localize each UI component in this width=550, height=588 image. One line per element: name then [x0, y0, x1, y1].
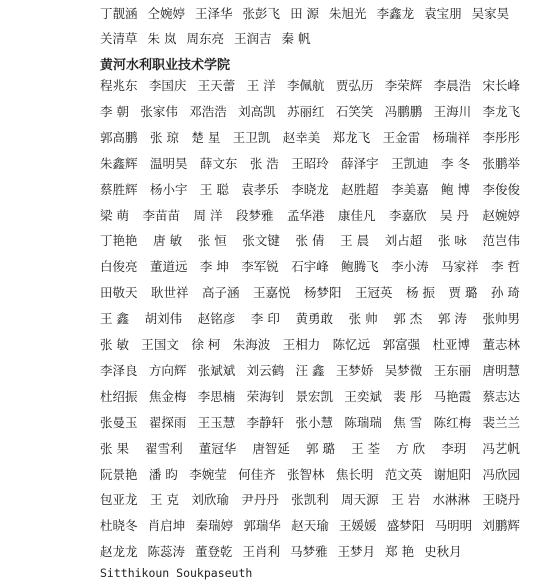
name-entry: 范岂伟 — [482, 233, 520, 249]
name-entry: 阮景艳 — [100, 466, 138, 482]
name-entry: 鲍腾飞 — [341, 259, 379, 275]
name-entry: 赵婉婷 — [482, 207, 520, 223]
name-entry: 刘鹏辉 — [482, 518, 520, 534]
name-entry: 王晓丹 — [482, 492, 520, 508]
name-entry: 李俊俊 — [482, 181, 520, 197]
name-entry: 张小慧 — [295, 414, 334, 430]
name-entry: 邓浩浩 — [189, 103, 227, 119]
name-entry: 李泽良 — [100, 362, 138, 378]
name-entry: 关清草 — [100, 31, 138, 46]
name-row — [100, 150, 520, 176]
name-entry: 朱鑫辉 — [100, 155, 138, 171]
name-entry: 孟华港 — [286, 207, 325, 223]
name-entry: 薛文东 — [199, 155, 238, 171]
name-entry: 张彭飞 — [242, 6, 281, 21]
name-entry: 吴梦微 — [384, 362, 423, 378]
name-row — [100, 461, 520, 487]
name-row — [100, 383, 520, 409]
name-entry: 冯欣园 — [482, 466, 520, 482]
name-entry: 李晨浩 — [433, 78, 472, 93]
name-entry: 李 印 — [250, 311, 280, 327]
name-entry: 杜绍振 — [100, 388, 138, 404]
name-entry: 康佳凡 — [337, 207, 376, 223]
name-entry: 王 晨 — [340, 233, 370, 249]
name-entry: 王 岩 — [391, 492, 421, 508]
name-entry: 赵胜超 — [341, 181, 379, 197]
name-entry: 马梦雅 — [290, 544, 328, 560]
name-entry: 张帅男 — [482, 311, 520, 327]
name-row — [100, 331, 520, 357]
name-entry: 刘欣瑜 — [191, 492, 229, 508]
name-entry: 张家伟 — [140, 103, 178, 119]
name-entry: 方 欣 — [396, 440, 426, 456]
name-entry: 李国庆 — [148, 78, 187, 93]
name-entry: 苏丽红 — [286, 103, 325, 119]
name-entry: 刘高凯 — [238, 103, 276, 119]
name-entry: 田 源 — [290, 6, 320, 21]
name-entry: 段梦雅 — [235, 207, 274, 223]
name-entry: 王泽华 — [195, 6, 233, 21]
name-entry: 贾 璐 — [448, 285, 478, 301]
name-entry: 蔡志达 — [482, 388, 520, 404]
name-entry: 张斌斌 — [197, 362, 236, 378]
name-row — [100, 435, 520, 461]
name-entry: 陈忆远 — [332, 337, 371, 352]
name-entry: 秦瑞婷 — [195, 518, 234, 534]
name-entry: 张 恒 — [197, 233, 227, 249]
name-entry: 周 洋 — [193, 207, 223, 223]
name-entry: 焦 雪 — [393, 414, 423, 430]
name-entry: 焦长明 — [335, 466, 374, 482]
name-entry: 赵幸美 — [282, 129, 321, 145]
name-entry: 肖启坤 — [147, 518, 186, 534]
name-entry: 杜晓冬 — [100, 518, 138, 534]
name-entry: 郭 涛 — [437, 311, 467, 327]
name-entry: 裴兰兰 — [482, 414, 520, 430]
name-entry: 董道远 — [149, 259, 188, 275]
name-entry: 王 鑫 — [100, 311, 129, 327]
name-entry: 刘云鹤 — [246, 362, 285, 378]
name-entry: 郭瑞华 — [243, 518, 281, 534]
name-entry: 荣海钊 — [246, 388, 285, 404]
name-row — [100, 253, 520, 279]
name-entry: 田敬天 — [100, 285, 138, 301]
name-entry: 焦金梅 — [148, 388, 187, 404]
name-entry: 唐 敏 — [153, 233, 183, 249]
name-entry: 杨 振 — [406, 285, 435, 301]
name-entry: 耿世祥 — [151, 285, 189, 301]
name-entry: 李美嘉 — [391, 181, 429, 197]
name-row — [100, 486, 520, 512]
name-entry: 李 哲 — [490, 259, 520, 275]
name-entry: 李晓龙 — [291, 181, 329, 197]
name-entry: 李嘉欣 — [388, 207, 427, 223]
name-entry: 李 坤 — [199, 259, 229, 275]
name-entry: 王 聪 — [199, 181, 229, 197]
name-entry: 谢旭阳 — [433, 466, 472, 482]
name-entry: 董登乾 — [195, 544, 233, 560]
name-entry: 石宇峰 — [291, 259, 329, 275]
name-entry: 孙 琦 — [490, 285, 520, 301]
name-entry: 郭 杰 — [393, 311, 423, 327]
name-entry: 黄勇敢 — [295, 311, 334, 327]
name-entry: 张鹏举 — [482, 155, 520, 171]
name-entry: 唐智延 — [252, 440, 290, 456]
name-entry: 王 克 — [149, 492, 179, 508]
name-entry: 杨瑞祥 — [432, 129, 471, 145]
name-entry: 郑龙飞 — [332, 129, 371, 145]
name-entry: 王嘉悦 — [253, 285, 291, 301]
name-entry: 王天蕾 — [197, 78, 236, 93]
name-entry: 王润吉 — [234, 31, 272, 46]
name-entry: 刘占超 — [384, 233, 423, 249]
name-entry: 张智林 — [286, 466, 325, 482]
name-entry: 张曼玉 — [100, 414, 138, 430]
name-entry: 吴家昊 — [471, 6, 510, 21]
name-entry: 郭 璐 — [305, 440, 335, 456]
name-entry: 周天源 — [341, 492, 379, 508]
name-entry: 李小涛 — [391, 259, 429, 275]
name-entry: 王海川 — [433, 103, 472, 119]
name-entry: 张 帅 — [348, 311, 378, 327]
name-entry: 翟探雨 — [148, 414, 187, 430]
name-entry: 李军锐 — [241, 259, 279, 275]
name-entry: 周东亮 — [186, 31, 225, 46]
name-entry: 王卫凯 — [232, 129, 271, 145]
name-entry: 史秋月 — [424, 544, 462, 560]
name-entry: 李思楠 — [197, 388, 236, 404]
name-entry: 程兆东 — [100, 78, 138, 93]
name-row — [100, 124, 520, 150]
name-row — [100, 25, 520, 51]
name-row — [100, 305, 520, 331]
name-entry: 袁孝乐 — [241, 181, 279, 197]
name-entry: 水淋淋 — [432, 492, 471, 508]
name-entry: 陈瑞瑞 — [344, 414, 382, 430]
name-entry: 何佳齐 — [238, 466, 276, 482]
name-entry: 马艳霞 — [433, 388, 472, 404]
name-entry: 马家祥 — [441, 259, 479, 275]
name-entry: 石笑笑 — [335, 103, 374, 119]
name-entry: 冯艺帆 — [482, 440, 520, 456]
section-title: 黄河水利职业技术学院 — [100, 58, 231, 73]
name-entry: 王东丽 — [433, 362, 472, 378]
name-entry: 李鑫龙 — [376, 6, 415, 21]
name-entry: 梁 萌 — [100, 207, 129, 223]
name-entry: 董冠华 — [198, 440, 237, 456]
name-row — [100, 227, 520, 253]
name-entry: 丁艳艳 — [100, 233, 138, 249]
name-entry: 李婉莹 — [189, 466, 227, 482]
name-entry: 李 冬 — [441, 155, 471, 171]
name-entry: 朱海波 — [232, 337, 271, 352]
name-entry: 贾弘历 — [335, 78, 374, 93]
name-entry: 尹丹丹 — [241, 492, 279, 508]
name-entry: 盛梦阳 — [386, 518, 425, 534]
name-entry: 汪 鑫 — [295, 362, 325, 378]
name-entry: 赵铭彦 — [197, 311, 236, 327]
name-entry: 胡刘伟 — [144, 311, 183, 327]
name-row — [100, 72, 520, 98]
name-entry: 唐明慧 — [482, 362, 520, 378]
name-entry: 丁靓涵 — [100, 6, 138, 21]
name-entry: 裴 彤 — [393, 388, 423, 404]
name-entry: 王梦月 — [337, 544, 376, 560]
name-entry: 潘 昀 — [148, 466, 178, 482]
name-entry: 陈红梅 — [433, 414, 472, 430]
name-entry: 王冠英 — [355, 285, 393, 301]
name-entry: 王梦娇 — [335, 362, 374, 378]
name-entry: 王国文 — [141, 337, 179, 352]
name-row — [100, 176, 520, 202]
name-entry: 李佩航 — [286, 78, 325, 93]
name-entry: 温明昊 — [149, 155, 188, 171]
name-entry: 王玉慧 — [197, 414, 236, 430]
name-entry: 王昭玲 — [291, 155, 329, 171]
name-entry: 郑 艳 — [385, 544, 415, 560]
name-entry: 张 浩 — [249, 155, 279, 171]
name-row — [100, 357, 520, 383]
name-entry: 王媛媛 — [338, 518, 377, 534]
name-entry: 李 朝 — [100, 103, 129, 119]
name-entry: 白俊亮 — [100, 259, 138, 275]
name-entry: 张凯利 — [291, 492, 329, 508]
name-entry: 马明明 — [434, 518, 473, 534]
name-entry: 赵天瑜 — [291, 518, 329, 534]
name-entry: 朱旭光 — [329, 6, 367, 21]
name-entry: 蔡胜辉 — [100, 181, 138, 197]
name-entry: 秦 帆 — [281, 31, 311, 46]
name-entry: 徐 柯 — [191, 337, 221, 352]
name-entry: 张 果 — [100, 440, 129, 456]
name-entry: 朱 岚 — [147, 31, 177, 46]
name-entry: 景宏凯 — [295, 388, 334, 404]
name-entry: 高子涵 — [202, 285, 240, 301]
name-entry: 李龙飞 — [482, 103, 520, 119]
name-entry: 张 咏 — [437, 233, 467, 249]
name-entry: 袁宝朋 — [424, 6, 462, 21]
name-entry: 方向辉 — [148, 362, 187, 378]
name-entry: 李荣辉 — [384, 78, 423, 93]
name-entry: 张文键 — [242, 233, 280, 249]
name-entry: 宋长峰 — [482, 78, 520, 93]
name-entry: 范文英 — [384, 466, 423, 482]
name-entry: 仝婉婷 — [147, 6, 186, 21]
name-entry: 王相力 — [282, 337, 321, 352]
name-row — [100, 538, 520, 564]
name-entry: 吴 丹 — [439, 207, 469, 223]
name-entry: 薛泽宇 — [341, 155, 379, 171]
name-entry: 王 荃 — [351, 440, 381, 456]
name-entry: 王奕斌 — [344, 388, 382, 404]
name-entry: 杨梦阳 — [304, 285, 342, 301]
name-entry: 冯鹏鹏 — [384, 103, 423, 119]
name-entry: 翟雪利 — [145, 440, 183, 456]
footer-name: Sitthikoun Soukpaseuth — [100, 566, 253, 580]
name-entry: 李苗苗 — [142, 207, 180, 223]
name-row — [100, 279, 520, 305]
name-entry: 陈蕊涛 — [147, 544, 186, 560]
name-entry: 郭高鹏 — [100, 129, 138, 145]
name-entry: 王肖利 — [242, 544, 281, 560]
name-entry: 郭富强 — [382, 337, 421, 352]
name-entry: 李静轩 — [246, 414, 285, 430]
name-entry: 王凯迪 — [391, 155, 429, 171]
name-entry: 张 倩 — [295, 233, 325, 249]
name-entry: 包亚龙 — [100, 492, 138, 508]
name-entry: 董志林 — [482, 337, 520, 352]
name-entry: 赵龙龙 — [100, 544, 138, 560]
name-row — [100, 98, 520, 124]
name-entry: 李彤彤 — [482, 129, 520, 145]
name-entry: 王 洋 — [246, 78, 276, 93]
name-row — [100, 202, 520, 228]
name-entry: 王金雷 — [382, 129, 421, 145]
name-entry: 楚 星 — [191, 129, 221, 145]
name-entry: 杨小宇 — [149, 181, 188, 197]
name-row — [100, 512, 520, 538]
name-entry: 鲍 博 — [441, 181, 471, 197]
name-row — [100, 409, 520, 435]
name-row — [100, 0, 520, 26]
name-entry: 李玥 — [441, 440, 467, 456]
name-entry: 张 琼 — [149, 129, 179, 145]
name-entry: 张 敏 — [100, 337, 129, 352]
name-entry: 杜亚博 — [432, 337, 471, 352]
